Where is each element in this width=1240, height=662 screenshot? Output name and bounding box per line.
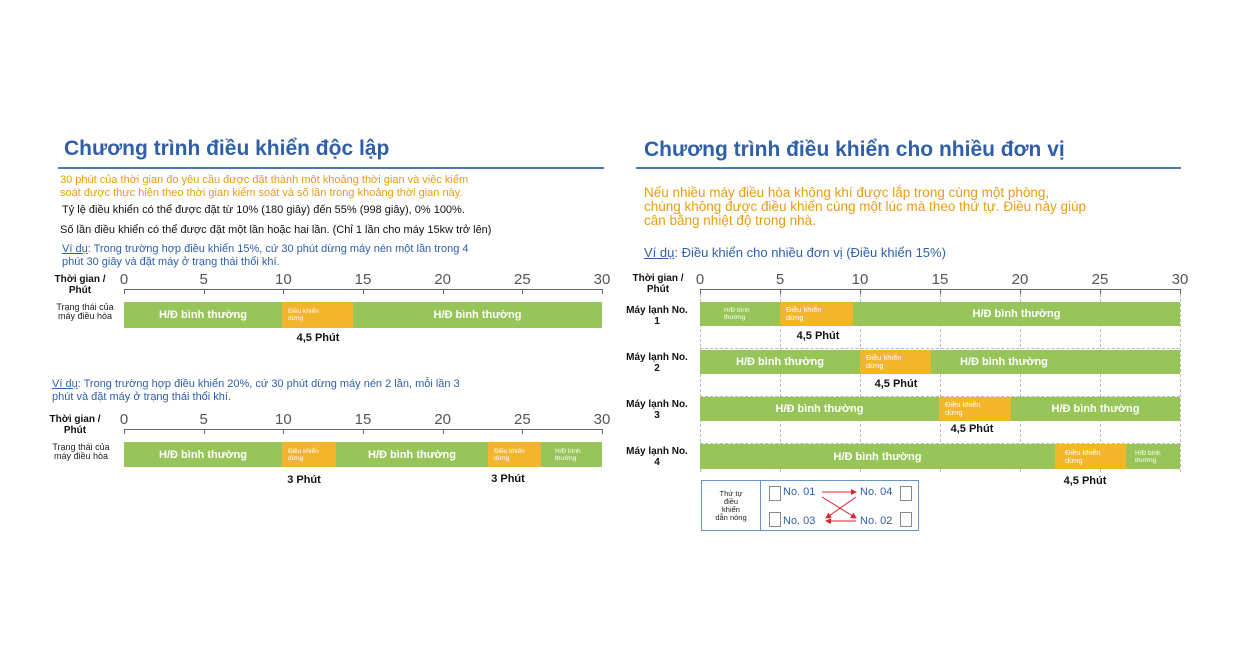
- time-axis-label: Thời gian / Phút: [49, 414, 101, 436]
- normal-label: H/Đ bình thường: [368, 448, 456, 461]
- left-example2-line1: [52, 378, 460, 390]
- tick-mark: [204, 289, 205, 294]
- normal-operation-segment: [541, 442, 602, 467]
- stop-control-segment: [860, 350, 931, 374]
- order-no02: No. 02: [860, 515, 893, 527]
- tick-label: 10: [851, 271, 869, 288]
- duration-label: 4,5 Phút: [296, 332, 340, 344]
- tick-label: 15: [931, 271, 949, 288]
- tick-mark: [283, 429, 284, 434]
- normal-label: H/Đ bình thường: [1135, 449, 1161, 464]
- example-prefix: Ví dụ: [644, 245, 675, 260]
- normal-operation-segment: [1126, 444, 1180, 469]
- tick-mark: [522, 429, 523, 434]
- unit-label-2: Máy lạnh No. 2: [626, 352, 688, 374]
- normal-label: H/Đ bình thường: [433, 309, 522, 321]
- normal-operation-segment: [931, 350, 1180, 374]
- normal-operation-segment: [336, 442, 488, 467]
- right-title-rule: [636, 167, 1181, 169]
- normal-operation-segment: [124, 302, 282, 328]
- normal-label: H/Đ bình thường: [159, 309, 247, 321]
- stop-label: Điều khiển dừng: [866, 353, 902, 370]
- normal-operation-segment: [853, 302, 1180, 326]
- normal-label: H/Đ bình thường: [159, 448, 247, 461]
- status-label: Trạng thái của máy điều hòa: [56, 302, 114, 321]
- tick-mark: [204, 429, 205, 434]
- stop-label: Điều khiển dừng: [945, 400, 981, 417]
- tick-mark: [283, 289, 284, 294]
- tick-label: 5: [199, 411, 208, 428]
- order-no01: No. 01: [783, 486, 816, 498]
- tick-label: 30: [593, 271, 611, 288]
- normal-operation-segment: [124, 442, 282, 467]
- duration-label: 3 Phút: [287, 474, 321, 486]
- left-example1-line1: [62, 243, 468, 255]
- normal-operation-segment: [700, 350, 860, 374]
- stop-control-segment: [939, 397, 1011, 421]
- stop-control-segment: [488, 442, 541, 467]
- left-title: Chương trình điều khiển độc lập: [64, 137, 390, 160]
- stop-label: Điều khiển dừng: [786, 305, 822, 322]
- normal-operation-segment: [700, 302, 780, 326]
- example-prefix: Ví dụ: [62, 243, 88, 255]
- left-desc-line1: 30 phút của thời gian đo yêu cầu được đặt thành một khoảng thời gian và việc kiểm: [60, 174, 469, 186]
- tick-label: 30: [1171, 271, 1189, 288]
- right-title: Chương trình điều khiển cho nhiều đơn vị: [644, 138, 1065, 161]
- normal-operation-segment: [1011, 397, 1180, 421]
- normal-operation-segment: [700, 397, 939, 421]
- tick-label: 15: [354, 271, 372, 288]
- tick-label: 30: [593, 411, 611, 428]
- time-axis-label: Thời gian / Phút: [54, 274, 106, 296]
- example-text: : Trong trường hợp điều khiển 20%, cứ 30 phút dừng máy nén 2 lần, mỗi lần 3: [77, 378, 460, 390]
- example-prefix: Ví dụ: [52, 378, 78, 390]
- tick-label: 25: [513, 271, 531, 288]
- left-ratio-text: Tỷ lệ điều khiển có thể được đặt từ 10% (180 giây) đến 55% (998 giây), 0% 100%.: [62, 204, 465, 216]
- grid-line: [1180, 294, 1181, 472]
- normal-operation-segment: [700, 444, 1055, 469]
- right-desc-line3: cân bằng nhiệt độ trong nhà.: [644, 213, 816, 228]
- left-count-text: Số lần điều khiển có thể được đặt một lần hoặc hai lần. (Chỉ 1 lần cho máy 15kw trở lên): [60, 224, 492, 236]
- right-desc-line2: chúng không được điều khiển cùng một lúc mà theo thứ tự. Điều này giúp: [644, 199, 1086, 214]
- left-example2-line2: phút và đặt máy ở trạng thái thổi khí.: [52, 391, 232, 403]
- tick-label: 20: [434, 411, 451, 428]
- normal-label: H/Đ bình thường: [972, 308, 1061, 320]
- stop-label: Điều khiển dừng: [1065, 447, 1101, 465]
- duration-label: 4,5 Phút: [1063, 475, 1107, 487]
- stop-control-segment: [1055, 444, 1126, 469]
- order-arrows: [702, 481, 918, 530]
- tick-label: 25: [1091, 271, 1109, 288]
- stop-control-segment: [282, 302, 353, 328]
- tick-mark: [443, 429, 444, 434]
- example-text: : Điều khiển cho nhiều đơn vị (Điều khiển 15%): [674, 245, 946, 260]
- order-no03: No. 03: [783, 515, 816, 527]
- duration-label: 4,5 Phút: [950, 423, 994, 435]
- tick-label: 10: [274, 411, 292, 428]
- normal-label: H/Đ bình thường: [1051, 403, 1140, 415]
- tick-label: 25: [513, 411, 531, 428]
- tick-mark: [522, 289, 523, 294]
- normal-label: H/Đ bình thường: [736, 356, 824, 368]
- left-title-rule: [58, 167, 604, 169]
- control-order-box: [701, 480, 919, 531]
- tick-label: 20: [1011, 271, 1029, 288]
- normal-label: H/Đ bình thường: [833, 450, 922, 463]
- stop-label: Điều khiển dừng: [494, 447, 525, 462]
- tick-label: 5: [199, 271, 208, 288]
- duration-label: 4,5 Phút: [796, 330, 840, 342]
- grid-line: [700, 348, 1180, 349]
- duration-label: 4,5 Phút: [874, 378, 918, 390]
- tick-label: 5: [775, 271, 785, 288]
- duration-label: 3 Phút: [491, 473, 525, 485]
- unit-label-4: Máy lạnh No. 4: [626, 446, 688, 468]
- order-no04: No. 04: [860, 486, 893, 498]
- left-example1-line2: phút 30 giây và đặt máy ở trạng thái thổi khí.: [62, 256, 280, 268]
- right-desc-line1: Nếu nhiều máy điều hòa không khí được lắp trong cùng một phòng,: [644, 185, 1050, 200]
- tick-mark: [443, 289, 444, 294]
- tick-label: 0: [119, 271, 129, 288]
- time-axis-label: Thời gian / Phút: [632, 273, 684, 295]
- stop-label: Điều khiển dừng: [288, 308, 319, 322]
- control-order-label: Thứ tự điều khiển dẫn nóng: [715, 488, 747, 522]
- normal-operation-segment: [353, 302, 602, 328]
- stop-control-segment: [282, 442, 336, 467]
- tick-label: 10: [274, 271, 292, 288]
- stop-label: Điều khiển dừng: [288, 447, 319, 462]
- right-example: [644, 245, 946, 260]
- tick-mark: [124, 289, 125, 294]
- tick-mark: [602, 429, 603, 434]
- tick-mark: [124, 429, 125, 434]
- normal-label: H/Đ bình thường: [724, 307, 750, 321]
- left-desc-line2: soát được thực hiện theo thời gian kiểm soát và số lần trong khoảng thời gian này.: [60, 187, 463, 199]
- tick-mark: [363, 289, 364, 294]
- normal-label: H/Đ bình thường: [775, 403, 864, 415]
- tick-mark: [602, 289, 603, 294]
- stop-control-segment: [780, 302, 853, 326]
- tick-label: 15: [354, 411, 372, 428]
- tick-label: 0: [119, 411, 129, 428]
- status-label: Trạng thái của máy điều hòa: [52, 442, 110, 461]
- normal-label: H/Đ bình thường: [960, 356, 1048, 368]
- unit-label-1: Máy lạnh No. 1: [626, 305, 688, 327]
- tick-label: 20: [434, 271, 451, 288]
- example-text: : Trong trường hợp điều khiển 15%, cứ 30 phút dừng máy nén một lần trong 4: [87, 243, 469, 255]
- normal-label: H/Đ bình thường: [555, 447, 581, 462]
- tick-label: 0: [695, 271, 705, 288]
- unit-label-3: Máy lạnh No. 3: [626, 399, 688, 421]
- tick-mark: [363, 429, 364, 434]
